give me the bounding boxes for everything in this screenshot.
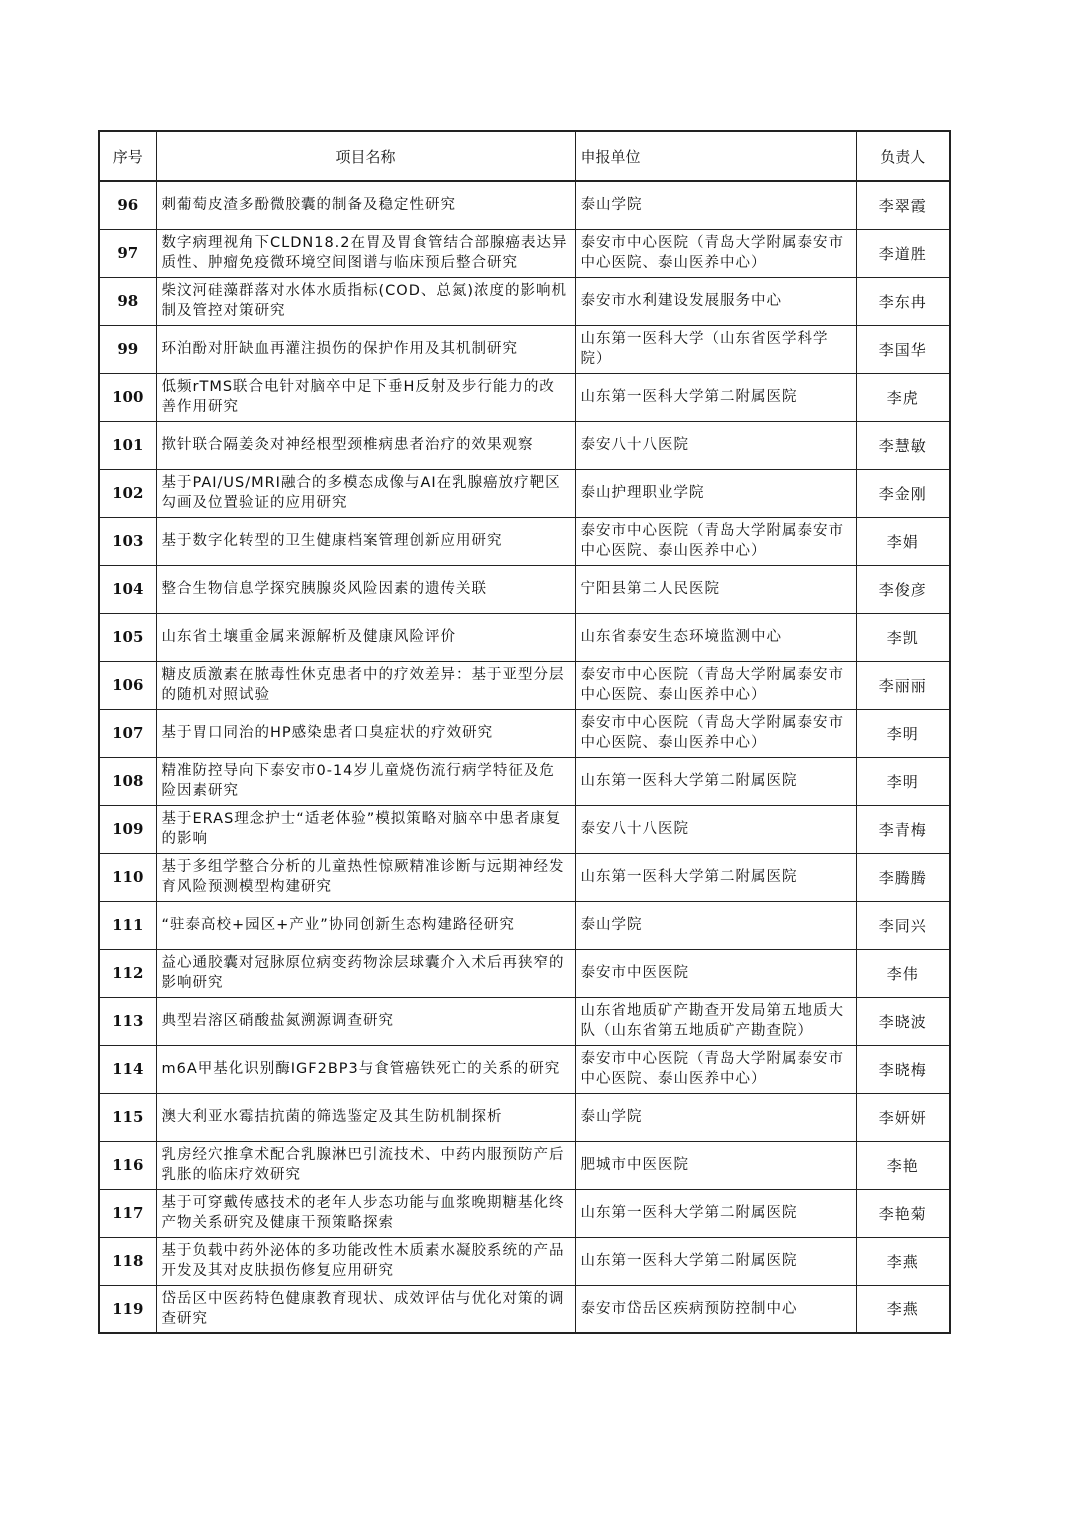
cell-serial-number: 116 xyxy=(99,1141,156,1189)
cell-person-in-charge: 李金刚 xyxy=(856,469,950,517)
cell-serial-number: 117 xyxy=(99,1189,156,1237)
cell-applicant-unit: 泰安市中心医院（青岛大学附属泰安市中心医院、泰山医养中心） xyxy=(575,709,856,757)
table-row xyxy=(99,277,950,325)
table-row xyxy=(99,373,950,421)
cell-applicant-unit: 山东第一医科大学（山东省医学科学院） xyxy=(575,325,856,373)
cell-serial-number: 114 xyxy=(99,1045,156,1093)
cell-applicant-unit: 泰安八十八医院 xyxy=(575,805,856,853)
cell-person-in-charge: 李妍妍 xyxy=(856,1093,950,1141)
table-row xyxy=(99,613,950,661)
cell-project-name: 乳房经穴推拿术配合乳腺淋巴引流技术、中药内服预防产后乳胀的临床疗效研究 xyxy=(156,1141,575,1189)
cell-serial-number: 107 xyxy=(99,709,156,757)
cell-person-in-charge: 李娟 xyxy=(856,517,950,565)
cell-person-in-charge: 李燕 xyxy=(856,1285,950,1333)
header-serial-number: 序号 xyxy=(99,131,156,181)
cell-serial-number: 105 xyxy=(99,613,156,661)
cell-serial-number: 111 xyxy=(99,901,156,949)
project-table xyxy=(98,130,951,1334)
cell-serial-number: 110 xyxy=(99,853,156,901)
cell-serial-number: 118 xyxy=(99,1237,156,1285)
cell-applicant-unit: 泰山护理职业学院 xyxy=(575,469,856,517)
cell-project-name: 基于PAI/US/MRI融合的多模态成像与AI在乳腺癌放疗靶区勾画及位置验证的应用研究 xyxy=(156,469,575,517)
cell-person-in-charge: 李慧敏 xyxy=(856,421,950,469)
cell-serial-number: 102 xyxy=(99,469,156,517)
cell-person-in-charge: 李燕 xyxy=(856,1237,950,1285)
cell-project-name: 基于可穿戴传感技术的老年人步态功能与血浆晚期糖基化终产物关系研究及健康干预策略探索 xyxy=(156,1189,575,1237)
cell-person-in-charge: 李明 xyxy=(856,757,950,805)
cell-serial-number: 103 xyxy=(99,517,156,565)
cell-serial-number: 113 xyxy=(99,997,156,1045)
cell-applicant-unit: 泰山学院 xyxy=(575,1093,856,1141)
table-row xyxy=(99,469,950,517)
cell-person-in-charge: 李凯 xyxy=(856,613,950,661)
cell-applicant-unit: 山东省泰安生态环境监测中心 xyxy=(575,613,856,661)
table-row xyxy=(99,1285,950,1333)
cell-serial-number: 101 xyxy=(99,421,156,469)
cell-applicant-unit: 肥城市中医医院 xyxy=(575,1141,856,1189)
cell-project-name: 刺葡萄皮渣多酚微胶囊的制备及稳定性研究 xyxy=(156,181,575,229)
header-row xyxy=(99,131,950,181)
cell-person-in-charge: 李艳菊 xyxy=(856,1189,950,1237)
cell-person-in-charge: 李青梅 xyxy=(856,805,950,853)
cell-serial-number: 99 xyxy=(99,325,156,373)
cell-applicant-unit: 泰安市中心医院（青岛大学附属泰安市中心医院、泰山医养中心） xyxy=(575,229,856,277)
table-row xyxy=(99,757,950,805)
cell-project-name: 山东省土壤重金属来源解析及健康风险评价 xyxy=(156,613,575,661)
table-row xyxy=(99,1237,950,1285)
table-body xyxy=(99,181,950,1333)
cell-project-name: 精准防控导向下泰安市0-14岁儿童烧伤流行病学特征及危险因素研究 xyxy=(156,757,575,805)
cell-applicant-unit: 泰安市岱岳区疾病预防控制中心 xyxy=(575,1285,856,1333)
table-row xyxy=(99,1045,950,1093)
cell-project-name: 低频rTMS联合电针对脑卒中足下垂H反射及步行能力的改善作用研究 xyxy=(156,373,575,421)
cell-person-in-charge: 李虎 xyxy=(856,373,950,421)
cell-project-name: 揿针联合隔姜灸对神经根型颈椎病患者治疗的效果观察 xyxy=(156,421,575,469)
cell-project-name: 基于数字化转型的卫生健康档案管理创新应用研究 xyxy=(156,517,575,565)
cell-person-in-charge: 李国华 xyxy=(856,325,950,373)
cell-project-name: “驻泰高校+园区+产业”协同创新生态构建路径研究 xyxy=(156,901,575,949)
cell-applicant-unit: 山东第一医科大学第二附属医院 xyxy=(575,1189,856,1237)
header-applicant-unit: 申报单位 xyxy=(575,131,856,181)
cell-project-name: 基于负载中药外泌体的多功能改性木质素水凝胶系统的产品开发及其对皮肤损伤修复应用研究 xyxy=(156,1237,575,1285)
table-row xyxy=(99,325,950,373)
cell-serial-number: 108 xyxy=(99,757,156,805)
cell-project-name: 柴汶河硅藻群落对水体水质指标(COD、总氮)浓度的影响机制及管控对策研究 xyxy=(156,277,575,325)
cell-project-name: 益心通胶囊对冠脉原位病变药物涂层球囊介入术后再狭窄的影响研究 xyxy=(156,949,575,997)
cell-applicant-unit: 泰安市水利建设发展服务中心 xyxy=(575,277,856,325)
cell-person-in-charge: 李明 xyxy=(856,709,950,757)
cell-serial-number: 106 xyxy=(99,661,156,709)
table-row xyxy=(99,805,950,853)
cell-serial-number: 112 xyxy=(99,949,156,997)
table-row xyxy=(99,901,950,949)
cell-project-name: 基于多组学整合分析的儿童热性惊厥精准诊断与远期神经发育风险预测模型构建研究 xyxy=(156,853,575,901)
cell-serial-number: 104 xyxy=(99,565,156,613)
cell-serial-number: 97 xyxy=(99,229,156,277)
cell-serial-number: 100 xyxy=(99,373,156,421)
cell-person-in-charge: 李晓波 xyxy=(856,997,950,1045)
table-row xyxy=(99,853,950,901)
cell-applicant-unit: 宁阳县第二人民医院 xyxy=(575,565,856,613)
cell-project-name: 岱岳区中医药特色健康教育现状、成效评估与优化对策的调查研究 xyxy=(156,1285,575,1333)
cell-applicant-unit: 泰安八十八医院 xyxy=(575,421,856,469)
cell-serial-number: 96 xyxy=(99,181,156,229)
cell-applicant-unit: 山东第一医科大学第二附属医院 xyxy=(575,853,856,901)
cell-project-name: m6A甲基化识别酶IGF2BP3与食管癌铁死亡的关系的研究 xyxy=(156,1045,575,1093)
cell-project-name: 基于ERAS理念护士“适老体验”模拟策略对脑卒中患者康复的影响 xyxy=(156,805,575,853)
cell-applicant-unit: 山东第一医科大学第二附属医院 xyxy=(575,1237,856,1285)
cell-applicant-unit: 山东第一医科大学第二附属医院 xyxy=(575,373,856,421)
table-row xyxy=(99,709,950,757)
cell-applicant-unit: 泰安市中心医院（青岛大学附属泰安市中心医院、泰山医养中心） xyxy=(575,517,856,565)
cell-person-in-charge: 李道胜 xyxy=(856,229,950,277)
cell-applicant-unit: 泰安市中医医院 xyxy=(575,949,856,997)
table-row xyxy=(99,1189,950,1237)
table-row xyxy=(99,661,950,709)
table-row xyxy=(99,565,950,613)
table-row xyxy=(99,1093,950,1141)
header-project-name: 项目名称 xyxy=(156,131,575,181)
cell-serial-number: 98 xyxy=(99,277,156,325)
table-row xyxy=(99,1141,950,1189)
cell-person-in-charge: 李丽丽 xyxy=(856,661,950,709)
cell-serial-number: 109 xyxy=(99,805,156,853)
cell-applicant-unit: 山东省地质矿产勘查开发局第五地质大队（山东省第五地质矿产勘查院） xyxy=(575,997,856,1045)
table-header xyxy=(99,131,950,181)
cell-serial-number: 115 xyxy=(99,1093,156,1141)
table-row xyxy=(99,949,950,997)
cell-person-in-charge: 李腾腾 xyxy=(856,853,950,901)
table-row xyxy=(99,517,950,565)
cell-applicant-unit: 泰安市中心医院（青岛大学附属泰安市中心医院、泰山医养中心） xyxy=(575,1045,856,1093)
cell-project-name: 环泊酚对肝缺血再灌注损伤的保护作用及其机制研究 xyxy=(156,325,575,373)
cell-person-in-charge: 李晓梅 xyxy=(856,1045,950,1093)
cell-person-in-charge: 李伟 xyxy=(856,949,950,997)
cell-project-name: 数字病理视角下CLDN18.2在胃及胃食管结合部腺癌表达异质性、肿瘤免疫微环境空间图谱与临床预后整合研究 xyxy=(156,229,575,277)
table-row xyxy=(99,229,950,277)
cell-person-in-charge: 李同兴 xyxy=(856,901,950,949)
cell-serial-number: 119 xyxy=(99,1285,156,1333)
cell-applicant-unit: 泰山学院 xyxy=(575,181,856,229)
cell-project-name: 基于胃口同治的HP感染患者口臭症状的疗效研究 xyxy=(156,709,575,757)
table-row xyxy=(99,181,950,229)
table-row xyxy=(99,421,950,469)
cell-person-in-charge: 李翠霞 xyxy=(856,181,950,229)
header-person-in-charge: 负责人 xyxy=(856,131,950,181)
cell-person-in-charge: 李东冉 xyxy=(856,277,950,325)
cell-person-in-charge: 李俊彦 xyxy=(856,565,950,613)
cell-project-name: 整合生物信息学探究胰腺炎风险因素的遗传关联 xyxy=(156,565,575,613)
cell-person-in-charge: 李艳 xyxy=(856,1141,950,1189)
cell-applicant-unit: 泰安市中心医院（青岛大学附属泰安市中心医院、泰山医养中心） xyxy=(575,661,856,709)
cell-project-name: 澳大利亚水霉拮抗菌的筛选鉴定及其生防机制探析 xyxy=(156,1093,575,1141)
cell-project-name: 典型岩溶区硝酸盐氮溯源调查研究 xyxy=(156,997,575,1045)
cell-project-name: 糖皮质激素在脓毒性休克患者中的疗效差异：基于亚型分层的随机对照试验 xyxy=(156,661,575,709)
table-row xyxy=(99,997,950,1045)
cell-applicant-unit: 泰山学院 xyxy=(575,901,856,949)
cell-applicant-unit: 山东第一医科大学第二附属医院 xyxy=(575,757,856,805)
